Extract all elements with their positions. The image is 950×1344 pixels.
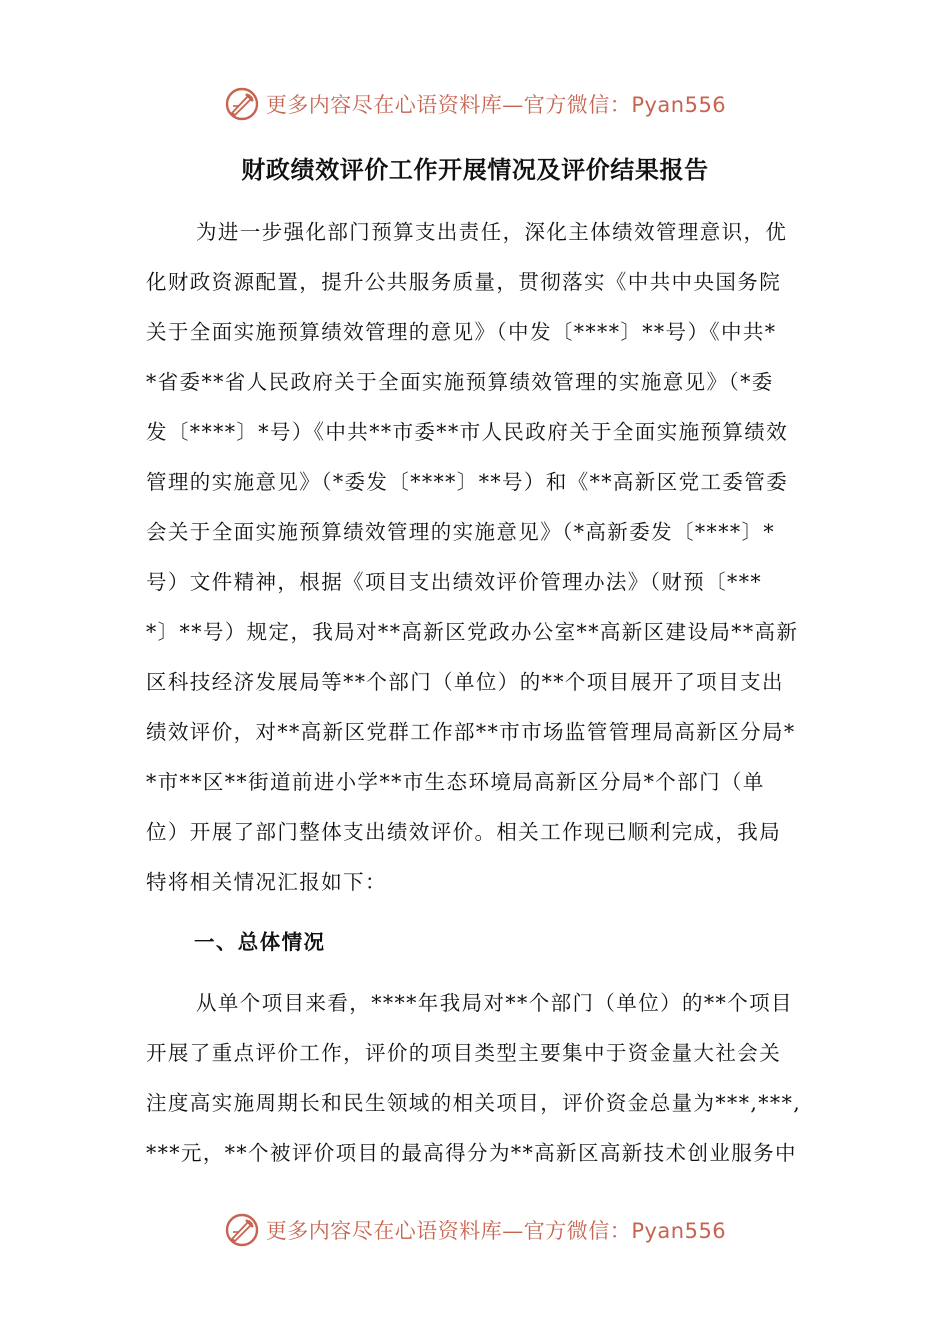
paragraph-line: *省委**省人民政府关于全面实施预算绩效管理的实施意见》（*委: [146, 370, 774, 394]
watermark-text: 更多内容尽在心语资料库—官方微信：Pyan556: [265, 1219, 727, 1243]
paragraph-line: 管理的实施意见》（*委发〔****〕**号）和《**高新区党工委管委: [146, 470, 789, 494]
paragraph-line: *市**区**街道前进小学**市生态环境局高新区分局*个部门（单: [146, 770, 765, 794]
paragraph-line: 发〔****〕*号）《中共**市委**市人民政府关于全面实施预算绩效: [146, 420, 789, 444]
paragraph-line: 特将相关情况汇报如下：: [146, 870, 387, 894]
watermark-bottom: [0, 1208, 950, 1252]
paragraph-line: 为进一步强化部门预算支出责任，深化主体绩效管理意识，优: [196, 220, 788, 244]
watermark-top: [0, 82, 950, 126]
paragraph-line: 化财政资源配置，提升公共服务质量，贯彻落实《中共中央国务院: [146, 270, 782, 294]
quill-logo-icon: [224, 1212, 260, 1248]
paragraph-intro: [146, 207, 810, 907]
paragraph-line: 区科技经济发展局等**个部门（单位）的**个项目展开了项目支出: [146, 670, 784, 694]
paragraph-line: 开展了重点评价工作，评价的项目类型主要集中于资金量大社会关: [146, 1041, 782, 1065]
quill-logo-icon: [224, 86, 260, 122]
paragraph-line: 号）文件精神，根据《项目支出绩效评价管理办法》（财预〔***: [146, 570, 762, 594]
paragraph-line: *〕**号）规定，我局对**高新区党政办公室**高新区建设局**高新: [146, 620, 799, 644]
watermark-text: 更多内容尽在心语资料库—官方微信：Pyan556: [265, 93, 727, 117]
paragraph-line: 会关于全面实施预算绩效管理的实施意见》（*高新委发〔****〕*: [146, 520, 776, 544]
paragraph-line: 从单个项目来看，****年我局对**个部门（单位）的**个项目: [196, 991, 793, 1015]
paragraph-line: 位）开展了部门整体支出绩效评价。相关工作现已顺利完成，我局: [146, 820, 782, 844]
document-title: 财政绩效评价工作开展情况及评价结果报告: [241, 156, 709, 184]
paragraph-line: 注度高实施周期长和民生领域的相关项目，评价资金总量为***,***,: [146, 1091, 802, 1115]
paragraph-line: ***元，**个被评价项目的最高得分为**高新区高新技术创业服务中: [146, 1141, 797, 1165]
paragraph-line: 关于全面实施预算绩效管理的意见》（中发〔****〕**号）《中共*: [146, 320, 777, 344]
paragraph-overview: [146, 978, 810, 1178]
section-heading: 一、总体情况: [194, 930, 326, 954]
paragraph-line: 绩效评价，对**高新区党群工作部**市市场监管管理局高新区分局*: [146, 720, 796, 744]
